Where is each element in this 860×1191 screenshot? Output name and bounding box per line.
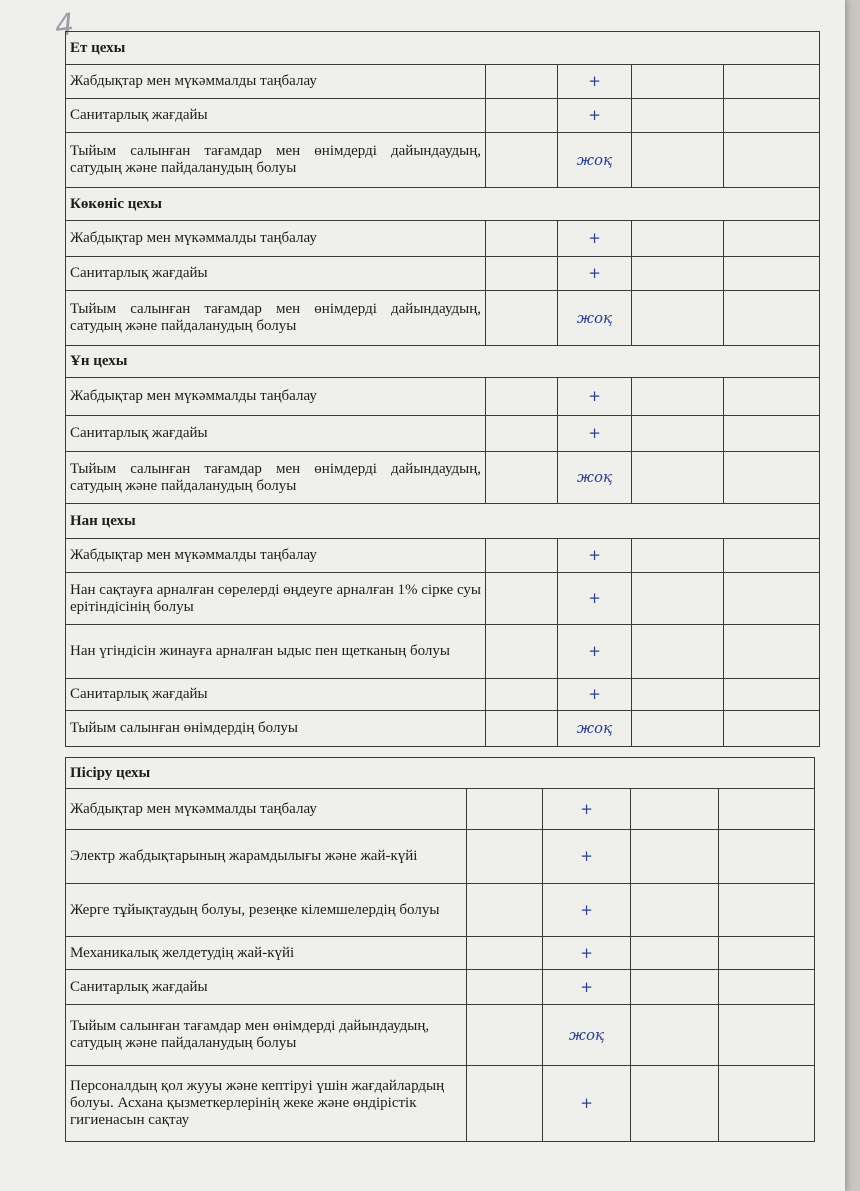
row-label: Тыйым салынған тағамдар мен өнімдерді дайындаудың, сатудың және пайдаланудың болуы	[66, 452, 486, 504]
table-row	[66, 65, 820, 99]
check-mark: +	[558, 573, 632, 625]
handwritten-mark: жоқ	[558, 133, 632, 188]
row-label: Санитарлық жағдайы	[66, 257, 486, 291]
check-mark: +	[543, 970, 631, 1005]
handwritten-mark: жоқ	[558, 291, 632, 346]
check-mark: +	[558, 539, 632, 573]
row-label: Нан үгіндісін жинауға арналған ыдыс пен щетканың болуы	[66, 625, 486, 679]
section-title: Ет цехы	[66, 32, 820, 65]
check-mark: +	[558, 679, 632, 711]
check-mark: +	[558, 257, 632, 291]
page-number: 4	[53, 7, 76, 44]
row-label: Персоналдың қол жууы және кептіруі үшін жағдайлардың болуы. Асхана қызметкерлерінің жеке және өндірістік гигиенасын сақтау	[66, 1066, 467, 1142]
table-row	[66, 539, 820, 573]
row-label: Жабдықтар мен мүкәммалды таңбалау	[66, 221, 486, 257]
table-row	[66, 937, 815, 970]
check-mark: +	[558, 625, 632, 679]
table-row	[66, 625, 820, 679]
check-mark: +	[558, 221, 632, 257]
row-label: Санитарлық жағдайы	[66, 679, 486, 711]
check-mark: +	[558, 416, 632, 452]
check-mark: +	[543, 884, 631, 937]
check-mark: +	[558, 65, 632, 99]
table-row	[66, 133, 820, 188]
row-label: Санитарлық жағдайы	[66, 416, 486, 452]
row-label: Тыйым салынған өнімдердің болуы	[66, 711, 486, 747]
row-label: Тыйым салынған тағамдар мен өнімдерді дайындаудың, сатудың және пайдаланудың болуы	[66, 291, 486, 346]
section-title: Нан цехы	[66, 504, 820, 539]
table-row	[66, 416, 820, 452]
table-row	[66, 1066, 815, 1142]
section-header-cooking	[66, 758, 815, 789]
table-row	[66, 291, 820, 346]
table-row	[66, 221, 820, 257]
handwritten-mark: жоқ	[543, 1005, 631, 1066]
table-row	[66, 257, 820, 291]
section-header-meat	[66, 32, 820, 65]
table-row	[66, 789, 815, 830]
table-row	[66, 679, 820, 711]
check-mark: +	[558, 378, 632, 416]
check-mark: +	[543, 830, 631, 884]
check-mark: +	[543, 937, 631, 970]
section-title: Көкөніс цехы	[66, 188, 820, 221]
table-row	[66, 378, 820, 416]
table-row	[66, 711, 820, 747]
row-label: Тыйым салынған тағамдар мен өнімдерді дайындаудың, сатудың және пайдаланудың болуы	[66, 133, 486, 188]
row-label: Жабдықтар мен мүкәммалды таңбалау	[66, 378, 486, 416]
row-label: Жабдықтар мен мүкәммалды таңбалау	[66, 539, 486, 573]
row-label: Тыйым салынған тағамдар мен өнімдерді дайындаудың, сатудың және пайдаланудың болуы	[66, 1005, 467, 1066]
section-title: Пісіру цехы	[66, 758, 815, 789]
table-row	[66, 99, 820, 133]
row-label: Электр жабдықтарының жарамдылығы және жай-күйі	[66, 830, 467, 884]
table-row	[66, 884, 815, 937]
table-row	[66, 1005, 815, 1066]
inspection-table-part2	[65, 757, 815, 1142]
row-label: Жабдықтар мен мүкәммалды таңбалау	[66, 789, 467, 830]
row-label: Жерге тұйықтаудың болуы, резеңке кілемшелердің болуы	[66, 884, 467, 937]
row-label: Нан сақтауға арналған сөрелерді өңдеуге арналған 1% сірке суы ерітіндісінің болуы	[66, 573, 486, 625]
row-label: Санитарлық жағдайы	[66, 99, 486, 133]
handwritten-mark: жоқ	[558, 711, 632, 747]
section-title: Ұн цехы	[66, 346, 820, 378]
table-row	[66, 830, 815, 884]
section-header-flour	[66, 346, 820, 378]
check-mark: +	[558, 99, 632, 133]
row-label: Жабдықтар мен мүкәммалды таңбалау	[66, 65, 486, 99]
table-row	[66, 452, 820, 504]
row-label: Санитарлық жағдайы	[66, 970, 467, 1005]
check-mark: +	[543, 1066, 631, 1142]
inspection-table-part1	[65, 31, 820, 747]
section-header-vegetable	[66, 188, 820, 221]
table-row	[66, 970, 815, 1005]
check-mark: +	[543, 789, 631, 830]
row-label: Механикалық желдетудің жай-күйі	[66, 937, 467, 970]
table-row	[66, 573, 820, 625]
section-header-bread	[66, 504, 820, 539]
handwritten-mark: жоқ	[558, 452, 632, 504]
